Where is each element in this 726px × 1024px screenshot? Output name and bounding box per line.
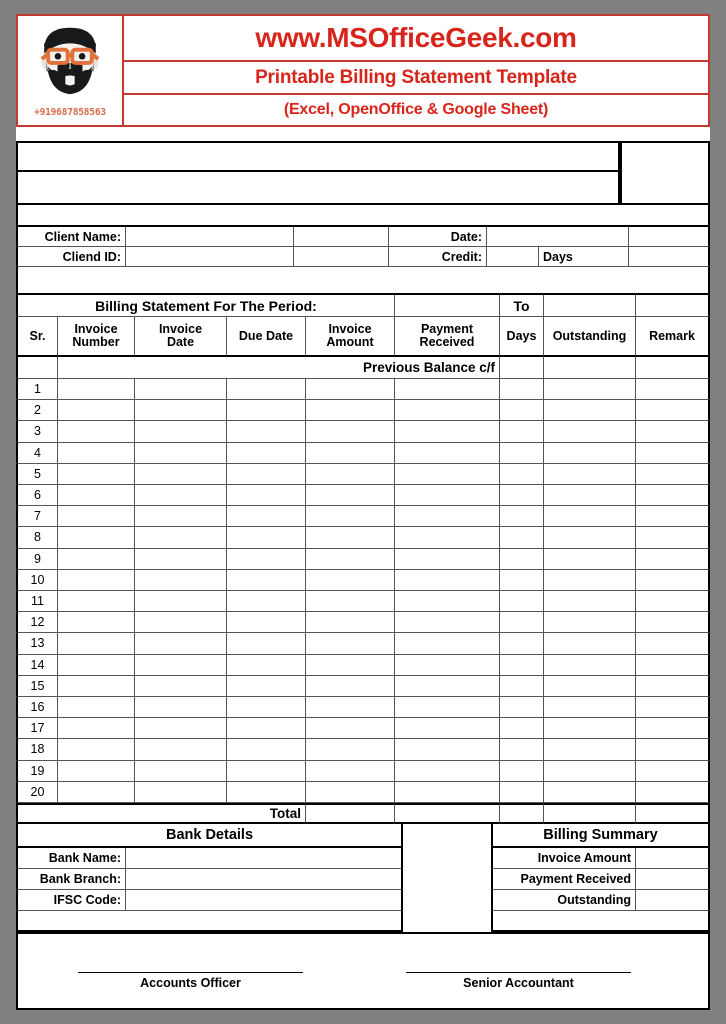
table-cell-invoice-number[interactable] [58,633,135,654]
table-cell-days[interactable] [500,421,544,442]
table-cell-due-date[interactable] [227,761,306,782]
table-cell-days[interactable] [500,718,544,739]
brand-subtitle: (Excel, OpenOffice & Google Sheet) [283,101,549,118]
client-id-row-right-cell[interactable] [629,247,710,267]
brand-text-lines [124,16,708,125]
table-cell-outstanding[interactable] [544,421,636,442]
signature-label-senior-accountant: Senior Accountant [463,976,574,990]
billing-period-label: Billing Statement For The Period: [16,295,395,317]
credit-label: Credit: [389,247,487,267]
table-cell-outstanding[interactable] [544,655,636,676]
table-cell-invoice-date[interactable] [135,591,227,612]
table-cell-due-date[interactable] [227,782,306,803]
table-cell-days[interactable] [500,655,544,676]
table-cell-days[interactable] [500,676,544,697]
table-cell-invoice-amount[interactable] [306,697,395,718]
summary-invoice-amount-label: Invoice Amount [491,848,636,869]
table-cell-invoice-date[interactable] [135,612,227,633]
table-cell-invoice-amount[interactable] [306,421,395,442]
billing-period-right-cell[interactable] [636,295,710,317]
table-cell-invoice-date[interactable] [135,527,227,548]
client-id-extra-cell[interactable] [294,247,389,267]
row-number-cell: 8 [16,527,58,548]
logo-phone-number: +919687858563 [34,107,106,118]
table-cell-due-date[interactable] [227,633,306,654]
table-cell-outstanding[interactable] [544,718,636,739]
table-cell-days[interactable] [500,591,544,612]
th-sr: Sr. [16,317,58,357]
row-number-cell: 14 [16,655,58,676]
client-name-label: Client Name: [16,227,126,247]
table-cell-days[interactable] [500,570,544,591]
table-cell-invoice-date[interactable] [135,761,227,782]
billing-summary-footer-strip [491,911,710,932]
table-cell-invoice-date[interactable] [135,676,227,697]
row-number-cell: 11 [16,591,58,612]
table-cell-remark[interactable] [636,506,710,527]
table-cell-payment-received[interactable] [395,506,500,527]
table-cell-days[interactable] [500,485,544,506]
th-remark: Remark [636,317,710,357]
date-label: Date: [389,227,487,247]
table-cell-invoice-number[interactable] [58,485,135,506]
table-cell-outstanding[interactable] [544,506,636,527]
table-cell-outstanding[interactable] [544,697,636,718]
table-cell-invoice-amount[interactable] [306,549,395,570]
table-cell-invoice-amount[interactable] [306,506,395,527]
table-cell-remark[interactable] [636,549,710,570]
table-cell-due-date[interactable] [227,718,306,739]
table-cell-days[interactable] [500,612,544,633]
table-cell-invoice-date[interactable] [135,739,227,760]
table-cell-days[interactable] [500,464,544,485]
table-cell-outstanding[interactable] [544,612,636,633]
table-cell-invoice-number[interactable] [58,739,135,760]
table-cell-invoice-date[interactable] [135,379,227,400]
row-number-cell: 13 [16,633,58,654]
row-number-cell: 10 [16,570,58,591]
document-sheet [16,14,710,1010]
bank-branch-input[interactable] [126,869,403,890]
ifsc-code-input[interactable] [126,890,403,911]
table-cell-outstanding[interactable] [544,676,636,697]
table-cell-days[interactable] [500,761,544,782]
table-cell-payment-received[interactable] [395,761,500,782]
company-name-box[interactable] [16,141,620,172]
table-cell-invoice-amount[interactable] [306,761,395,782]
total-label: Total [16,803,306,824]
table-cell-invoice-number[interactable] [58,676,135,697]
table-cell-invoice-amount[interactable] [306,633,395,654]
table-cell-due-date[interactable] [227,739,306,760]
table-cell-remark[interactable] [636,739,710,760]
credit-input[interactable] [487,247,539,267]
previous-balance-label: Previous Balance c/f [58,357,500,379]
row-number-cell: 16 [16,697,58,718]
table-cell-outstanding[interactable] [544,443,636,464]
table-cell-outstanding[interactable] [544,761,636,782]
table-cell-days[interactable] [500,527,544,548]
table-cell-payment-received[interactable] [395,591,500,612]
table-cell-remark[interactable] [636,761,710,782]
table-cell-due-date[interactable] [227,443,306,464]
row-number-cell: 3 [16,421,58,442]
table-cell-payment-received[interactable] [395,633,500,654]
summary-payment-received-value[interactable] [636,869,710,890]
table-cell-invoice-number[interactable] [58,379,135,400]
total-payment-received[interactable] [395,803,500,824]
th-invoice-date-line2: Date [166,335,195,349]
client-id-label: Cliend ID: [16,247,126,267]
previous-balance-days-cell[interactable] [500,357,544,379]
table-cell-due-date[interactable] [227,506,306,527]
table-cell-remark[interactable] [636,718,710,739]
table-cell-invoice-date[interactable] [135,782,227,803]
th-invoice-number-line2: Number [72,335,120,349]
table-cell-invoice-amount[interactable] [306,570,395,591]
row-number-cell: 19 [16,761,58,782]
billing-period-from-input[interactable] [395,295,500,317]
row-number-cell: 9 [16,549,58,570]
row-number-cell: 17 [16,718,58,739]
table-cell-outstanding[interactable] [544,570,636,591]
table-cell-due-date[interactable] [227,400,306,421]
table-cell-payment-received[interactable] [395,400,500,421]
table-cell-due-date[interactable] [227,655,306,676]
table-cell-remark[interactable] [636,485,710,506]
table-cell-due-date[interactable] [227,485,306,506]
table-cell-payment-received[interactable] [395,782,500,803]
table-cell-invoice-date[interactable] [135,570,227,591]
brand-website: www.MSOfficeGeek.com [124,16,708,62]
table-cell-payment-received[interactable] [395,443,500,464]
bank-branch-label: Bank Branch: [16,869,126,890]
table-cell-days[interactable] [500,506,544,527]
table-cell-invoice-date[interactable] [135,549,227,570]
table-cell-invoice-date[interactable] [135,464,227,485]
summary-payment-received-label: Payment Received [491,869,636,890]
table-cell-invoice-date[interactable] [135,697,227,718]
th-days: Days [500,317,544,357]
row-number-cell: 4 [16,443,58,464]
table-cell-outstanding[interactable] [544,633,636,654]
table-cell-payment-received[interactable] [395,697,500,718]
table-cell-invoice-amount[interactable] [306,676,395,697]
table-cell-invoice-amount[interactable] [306,591,395,612]
table-cell-due-date[interactable] [227,421,306,442]
table-cell-invoice-amount[interactable] [306,443,395,464]
table-cell-invoice-amount[interactable] [306,527,395,548]
table-cell-days[interactable] [500,443,544,464]
table-cell-remark[interactable] [636,527,710,548]
table-cell-remark[interactable] [636,400,710,421]
table-cell-due-date[interactable] [227,591,306,612]
table-cell-payment-received[interactable] [395,549,500,570]
th-invoice-date-line1: Invoice [158,322,203,337]
total-invoice-amount[interactable] [306,803,395,824]
client-name-extra-cell[interactable] [294,227,389,247]
table-cell-outstanding[interactable] [544,464,636,485]
th-invoice-amount-line1: Invoice [328,322,372,337]
table-cell-remark[interactable] [636,570,710,591]
row-number-cell: 5 [16,464,58,485]
table-cell-due-date[interactable] [227,676,306,697]
table-cell-invoice-amount[interactable] [306,485,395,506]
client-name-input[interactable] [126,227,294,247]
table-cell-invoice-number[interactable] [58,506,135,527]
table-cell-outstanding[interactable] [544,591,636,612]
table-cell-due-date[interactable] [227,697,306,718]
ifsc-code-label: IFSC Code: [16,890,126,911]
table-cell-outstanding[interactable] [544,739,636,760]
th-payment-received [395,317,500,357]
table-cell-invoice-amount[interactable] [306,379,395,400]
th-payment-received-line1: Payment [420,322,474,337]
table-cell-payment-received[interactable] [395,421,500,442]
table-cell-days[interactable] [500,400,544,421]
signature-line-senior-accountant [406,972,631,973]
table-cell-invoice-number[interactable] [58,591,135,612]
table-cell-invoice-number[interactable] [58,718,135,739]
total-days[interactable] [500,803,544,824]
table-cell-remark[interactable] [636,464,710,485]
logo-block [18,16,124,125]
table-cell-remark[interactable] [636,782,710,803]
table-cell-remark[interactable] [636,443,710,464]
table-cell-remark[interactable] [636,379,710,400]
table-cell-invoice-amount[interactable] [306,718,395,739]
summary-invoice-amount-value[interactable] [636,848,710,869]
credit-unit-label: Days [539,247,629,267]
previous-balance-remark-cell[interactable] [636,357,710,379]
row-number-cell: 6 [16,485,58,506]
row-number-cell: 12 [16,612,58,633]
th-invoice-date [135,317,227,357]
table-cell-payment-received[interactable] [395,718,500,739]
bank-name-input[interactable] [126,848,403,869]
table-cell-remark[interactable] [636,633,710,654]
spacer-strip [16,205,710,227]
table-cell-due-date[interactable] [227,464,306,485]
table-cell-payment-received[interactable] [395,464,500,485]
table-cell-days[interactable] [500,782,544,803]
bank-details-footer-strip [16,911,403,932]
th-payment-received-line2: Received [419,335,475,349]
logo-placeholder-box[interactable] [620,141,710,205]
row-number-cell: 2 [16,400,58,421]
row-number-cell: 18 [16,739,58,760]
table-cell-payment-received[interactable] [395,739,500,760]
total-remark[interactable] [636,803,710,824]
table-cell-payment-received[interactable] [395,379,500,400]
table-cell-days[interactable] [500,739,544,760]
signature-line-accounts-officer [78,972,303,973]
table-cell-invoice-number[interactable] [58,464,135,485]
table-cell-invoice-amount[interactable] [306,612,395,633]
table-cell-days[interactable] [500,697,544,718]
th-invoice-amount-line2: Amount [326,335,374,349]
summary-outstanding-label: Outstanding [491,890,636,911]
table-cell-payment-received[interactable] [395,612,500,633]
table-cell-due-date[interactable] [227,570,306,591]
table-cell-due-date[interactable] [227,549,306,570]
table-cell-invoice-date[interactable] [135,443,227,464]
previous-balance-sr-cell [16,357,58,379]
billing-period-to-label: To [500,295,544,317]
table-cell-days[interactable] [500,633,544,654]
table-cell-remark[interactable] [636,612,710,633]
table-cell-invoice-number[interactable] [58,549,135,570]
table-cell-invoice-amount[interactable] [306,400,395,421]
table-cell-remark[interactable] [636,697,710,718]
row-number-cell: 15 [16,676,58,697]
bank-details-title: Bank Details [16,824,403,848]
table-cell-invoice-number[interactable] [58,655,135,676]
bank-name-label: Bank Name: [16,848,126,869]
table-cell-remark[interactable] [636,421,710,442]
table-cell-outstanding[interactable] [544,485,636,506]
signature-label-accounts-officer: Accounts Officer [140,976,241,990]
row-number-cell: 7 [16,506,58,527]
table-cell-due-date[interactable] [227,612,306,633]
table-cell-invoice-date[interactable] [135,485,227,506]
table-cell-outstanding[interactable] [544,400,636,421]
table-cell-outstanding[interactable] [544,549,636,570]
table-cell-invoice-number[interactable] [58,570,135,591]
th-outstanding: Outstanding [544,317,636,357]
table-cell-outstanding[interactable] [544,379,636,400]
table-cell-invoice-amount[interactable] [306,464,395,485]
th-due-date: Due Date [227,317,306,357]
table-cell-payment-received[interactable] [395,655,500,676]
table-cell-invoice-date[interactable] [135,655,227,676]
table-cell-invoice-date[interactable] [135,421,227,442]
previous-balance-value[interactable] [544,357,636,379]
summary-gap [403,824,491,932]
th-invoice-number [58,317,135,357]
table-cell-due-date[interactable] [227,379,306,400]
table-cell-invoice-amount[interactable] [306,782,395,803]
table-cell-invoice-number[interactable] [58,527,135,548]
table-cell-invoice-amount[interactable] [306,739,395,760]
table-cell-outstanding[interactable] [544,527,636,548]
table-cell-invoice-date[interactable] [135,718,227,739]
table-cell-remark[interactable] [636,676,710,697]
spacer-strip-2 [16,267,710,295]
table-cell-invoice-number[interactable] [58,782,135,803]
row-number-cell: 20 [16,782,58,803]
table-cell-invoice-amount[interactable] [306,655,395,676]
summary-outstanding-value[interactable] [636,890,710,911]
th-invoice-number-line1: Invoice [74,322,118,337]
table-cell-days[interactable] [500,549,544,570]
table-cell-days[interactable] [500,379,544,400]
table-cell-invoice-number[interactable] [58,761,135,782]
table-cell-payment-received[interactable] [395,676,500,697]
date-input[interactable] [487,227,629,247]
billing-period-to-input[interactable] [544,295,636,317]
table-cell-remark[interactable] [636,591,710,612]
brand-header [16,14,710,127]
table-cell-payment-received[interactable] [395,485,500,506]
table-cell-invoice-date[interactable] [135,400,227,421]
signature-area [16,932,710,1010]
table-cell-invoice-number[interactable] [58,443,135,464]
company-address-box[interactable] [16,172,620,205]
table-cell-remark[interactable] [636,655,710,676]
table-cell-invoice-date[interactable] [135,633,227,654]
table-cell-invoice-number[interactable] [58,697,135,718]
total-outstanding[interactable] [544,803,636,824]
bearded-man-avatar-icon [31,20,109,98]
client-row-right-cell[interactable] [629,227,710,247]
table-cell-payment-received[interactable] [395,570,500,591]
table-cell-invoice-number[interactable] [58,421,135,442]
brand-title: Printable Billing Statement Template [124,62,708,95]
row-number-cell: 1 [16,379,58,400]
table-cell-invoice-date[interactable] [135,506,227,527]
table-cell-due-date[interactable] [227,527,306,548]
table-cell-outstanding[interactable] [544,782,636,803]
client-id-input[interactable] [126,247,294,267]
table-cell-invoice-number[interactable] [58,400,135,421]
table-cell-invoice-number[interactable] [58,612,135,633]
th-invoice-amount [306,317,395,357]
billing-summary-title: Billing Summary [491,824,710,848]
table-cell-payment-received[interactable] [395,527,500,548]
